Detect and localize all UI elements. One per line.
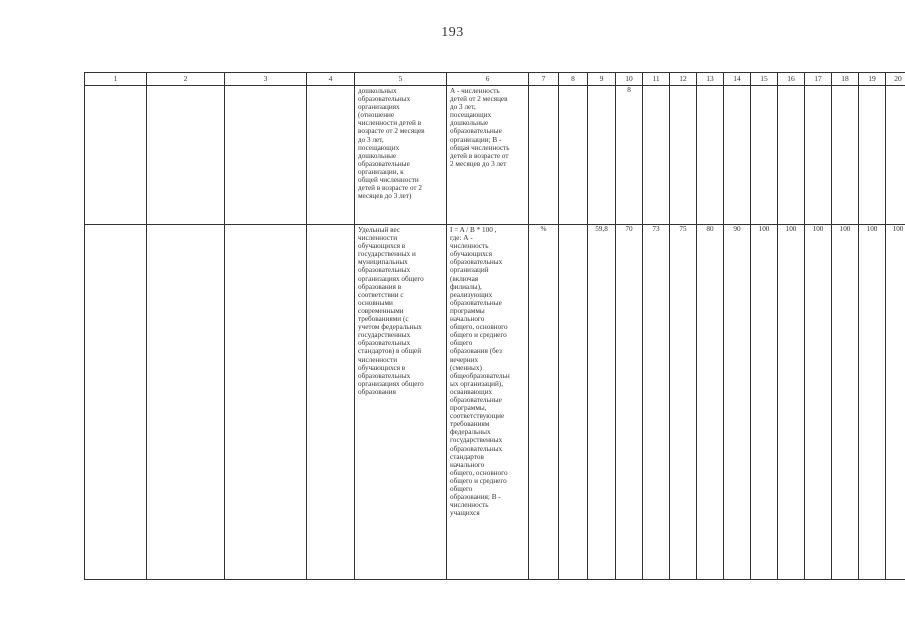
- value-cell: 100: [832, 225, 859, 580]
- table-cell: [670, 86, 697, 225]
- column-header: 19: [859, 73, 886, 86]
- table-cell: [85, 86, 147, 225]
- column-header: 13: [697, 73, 724, 86]
- value-cell: 100: [886, 225, 905, 580]
- indicator-name: дошкольных образовательных организациях (отношение численности детей в возрасте от 2 месяцев до 3 лет, посещающих дошкольные образовательные организации, к общей численности детей в возрасте от 2 месяцев до 3 лет): [358, 87, 425, 201]
- value-cell: 80: [697, 225, 724, 580]
- indicator-table: [84, 72, 905, 580]
- value-cell: 70: [616, 225, 643, 580]
- value-cell: 8: [616, 86, 643, 225]
- indicator-name-cell: [355, 225, 447, 580]
- table-cell: [859, 86, 886, 225]
- column-header: 16: [778, 73, 805, 86]
- column-header: 10: [616, 73, 643, 86]
- table-cell: [805, 86, 832, 225]
- column-header: 11: [643, 73, 670, 86]
- formula-cell: [447, 86, 529, 225]
- table-cell: [886, 86, 905, 225]
- column-header: 1: [85, 73, 147, 86]
- column-header: 6: [447, 73, 529, 86]
- column-number-row: [85, 73, 905, 86]
- column-header: 8: [559, 73, 588, 86]
- formula-cell: [447, 225, 529, 580]
- table-cell: [147, 225, 225, 580]
- value-cell: 100: [805, 225, 832, 580]
- table-cell: [643, 86, 670, 225]
- table-row: [85, 86, 905, 225]
- column-header: 7: [529, 73, 559, 86]
- table-cell: [307, 86, 355, 225]
- table-cell: [588, 86, 616, 225]
- table-cell: [751, 86, 778, 225]
- table-cell: [307, 225, 355, 580]
- table-cell: [225, 225, 307, 580]
- column-header: 5: [355, 73, 447, 86]
- page-number: 193: [441, 25, 464, 40]
- value-cell: 100: [859, 225, 886, 580]
- formula-text: А - численность детей от 2 месяцев до 3 лет, посещающих дошкольные образовательные организации; В - общая численность детей в возрасте от 2 месяцев до 3 лет: [450, 87, 510, 168]
- column-header: 4: [307, 73, 355, 86]
- column-header: 20: [886, 73, 905, 86]
- indicator-name-cell: [355, 86, 447, 225]
- table-row: [85, 225, 905, 580]
- value-cell: 90: [724, 225, 751, 580]
- value-cell: 100: [778, 225, 805, 580]
- formula-text: I = A / B * 100 , где: А - численность обучающихся образовательных организаций (включая филиалы), реализующих образовательные программы начального общего, основного общего и среднего общего образования (без вечерних (сменных) общеобразовательн ых организаций), осваивающих образовательные программы, соответствующие требованиям федеральных государственных образовательных стандартов начального общего, основного общего и среднего общего образования; В - численность учащихся: [450, 226, 510, 518]
- column-header: 15: [751, 73, 778, 86]
- column-header: 18: [832, 73, 859, 86]
- unit-cell: %: [529, 225, 559, 580]
- table-cell: [225, 86, 307, 225]
- table-cell: [147, 86, 225, 225]
- column-header: 9: [588, 73, 616, 86]
- table-cell: [832, 86, 859, 225]
- table-cell: [559, 86, 588, 225]
- column-header: 17: [805, 73, 832, 86]
- value-cell: 73: [643, 225, 670, 580]
- value-cell: 100: [751, 225, 778, 580]
- table-cell: [724, 86, 751, 225]
- table-cell: [778, 86, 805, 225]
- column-header: 12: [670, 73, 697, 86]
- column-header: 3: [225, 73, 307, 86]
- column-header: 2: [147, 73, 225, 86]
- table-cell: [529, 86, 559, 225]
- value-cell: 59,8: [588, 225, 616, 580]
- table-cell: [85, 225, 147, 580]
- indicator-name: Удельный вес численности обучающихся в государственных и муниципальных образовательных организациях общего образования в соответствии с основными современными требованиями (с учетом федеральных государственных образовательных стандартов) в общей численности обучающихся в образовательных организациях общего образования: [358, 226, 424, 396]
- column-header: 14: [724, 73, 751, 86]
- value-cell: [559, 225, 588, 580]
- value-cell: 75: [670, 225, 697, 580]
- table-cell: [697, 86, 724, 225]
